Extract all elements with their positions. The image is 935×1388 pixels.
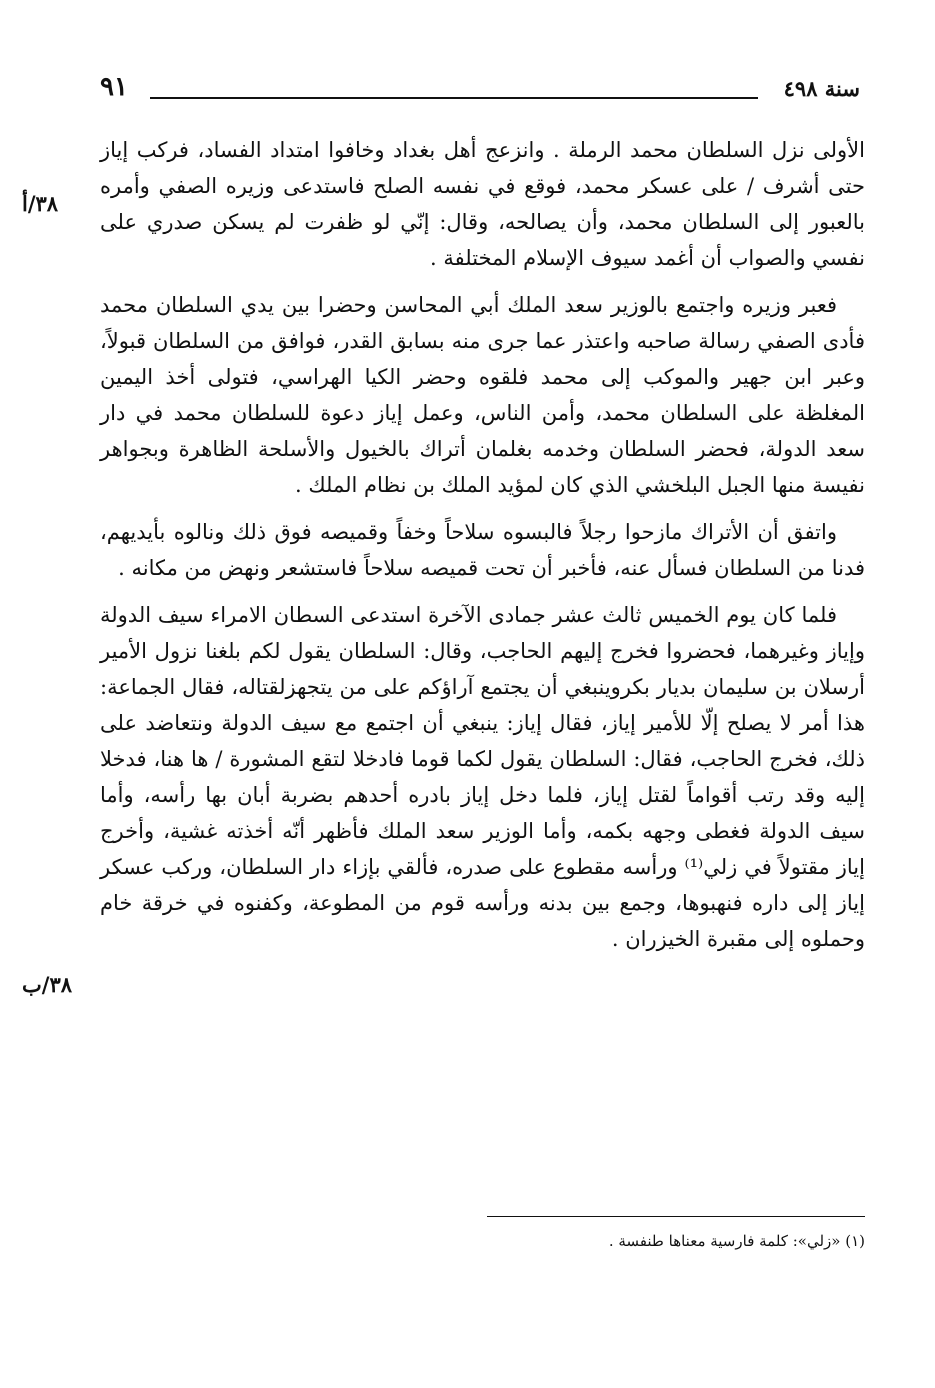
margin-folio-note-b: ٣٨/ب: [22, 972, 73, 997]
running-head-year: سنة ٤٩٨: [783, 76, 860, 101]
margin-folio-note-a: ٣٨/أ: [22, 191, 59, 216]
page-number: ٩١: [100, 72, 128, 102]
paragraph-3: واتفق أن الأتراك مازحوا رجلاً فالبسوه سلاحاً وخفاً وقميصه فوق ذلك ونالوه بأيديهم، فدنا من السلطان فسأل عنه، فأخبر أن تحت قميصه سلاحاً فاستشعر ونهض من مكانه .: [100, 520, 865, 580]
header-rule: [150, 97, 758, 99]
page-body: [100, 132, 865, 968]
paragraph-2: فعبر وزيره واجتمع بالوزير سعد الملك أبي المحاسن وحضرا بين يدي السلطان محمد فأدى الصفي رسالة صاحبه واعتذر عما جرى منه بسابق القدر، فوافق من السلطان قبولاً، وعبر ابن جهير والموكب إلى محمد فلقوه وحضر الكيا الهراسي، فتولى أخذ اليمين المغلظة على السلطان محمد، وأمن الناس، وعمل إياز دعوة للسلطان محمد في دار سعد الدولة، فحضر السلطان وخدمه بغلمان أتراك بالخيول والأسلحة الظاهرة وبجواهر نفيسة منها الجبل البلخشي الذي كان لمؤيد الملك بن نظام الملك .: [100, 293, 865, 497]
paragraph-1: الأولى نزل السلطان محمد الرملة . وانزعج أهل بغداد وخافوا امتداد الفساد، فركب إياز حتى أشرف / على عسكر محمد، فوقع في نفسه الصلح فاستدعى وزيره الصفي وأمره بالعبور إلى السلطان محمد، وأن يصالحه، وقال: إنّي لو ظفرت لم يسكن صدري على نفسي والصواب أن أغمد سيوف الإسلام المختلفة .: [100, 138, 865, 270]
footnote-rule: [487, 1216, 865, 1217]
paragraph-4: فلما كان يوم الخميس ثالث عشر جمادى الآخرة استدعى السطان الامراء سيف الدولة وإياز وغيرهما، فحضروا فخرج إليهم الحاجب، وقال: السلطان يقول لكم بلغنا نزول الأمير أرسلان بن سليمان بديار بكروينبغي أن يجتمع آراؤكم على من يتجهزلقتاله، فقال الجماعة: هذا أمر لا يصلح إلّا للأمير إياز، فقال إياز: ينبغي أن اجتمع مع سيف الدولة ونتعاضد على ذلك، فخرج الحاجب، فقال: السلطان يقول لكما قوما فادخلا لتقع المشورة / ها هنا، فدخلا إليه وقد رتب أقواماً لقتل إياز، فلما دخل إياز بادره أحدهم بضربة أبان بها رأسه، وأما سيف الدولة فغطى وجهه بكمه، وأما الوزير سعد الملك فأظهر أنّه أخذته غشية، وأخرج إياز مقتولاً في زلي⁽¹⁾ ورأسه مقطوع على صدره، فألقي بإزاء دار السلطان، وركب عسكر إياز إلى داره فنهبوها، وجمع بين بدنه ورأسه قوم من المطوعة، وكفنوه في خرقة خام وحملوه إلى مقبرة الخيزران .: [100, 603, 865, 951]
footnote: (١) «زلي»: كلمة فارسية معناها طنفسة .: [608, 1232, 865, 1250]
page-header: [100, 72, 860, 112]
